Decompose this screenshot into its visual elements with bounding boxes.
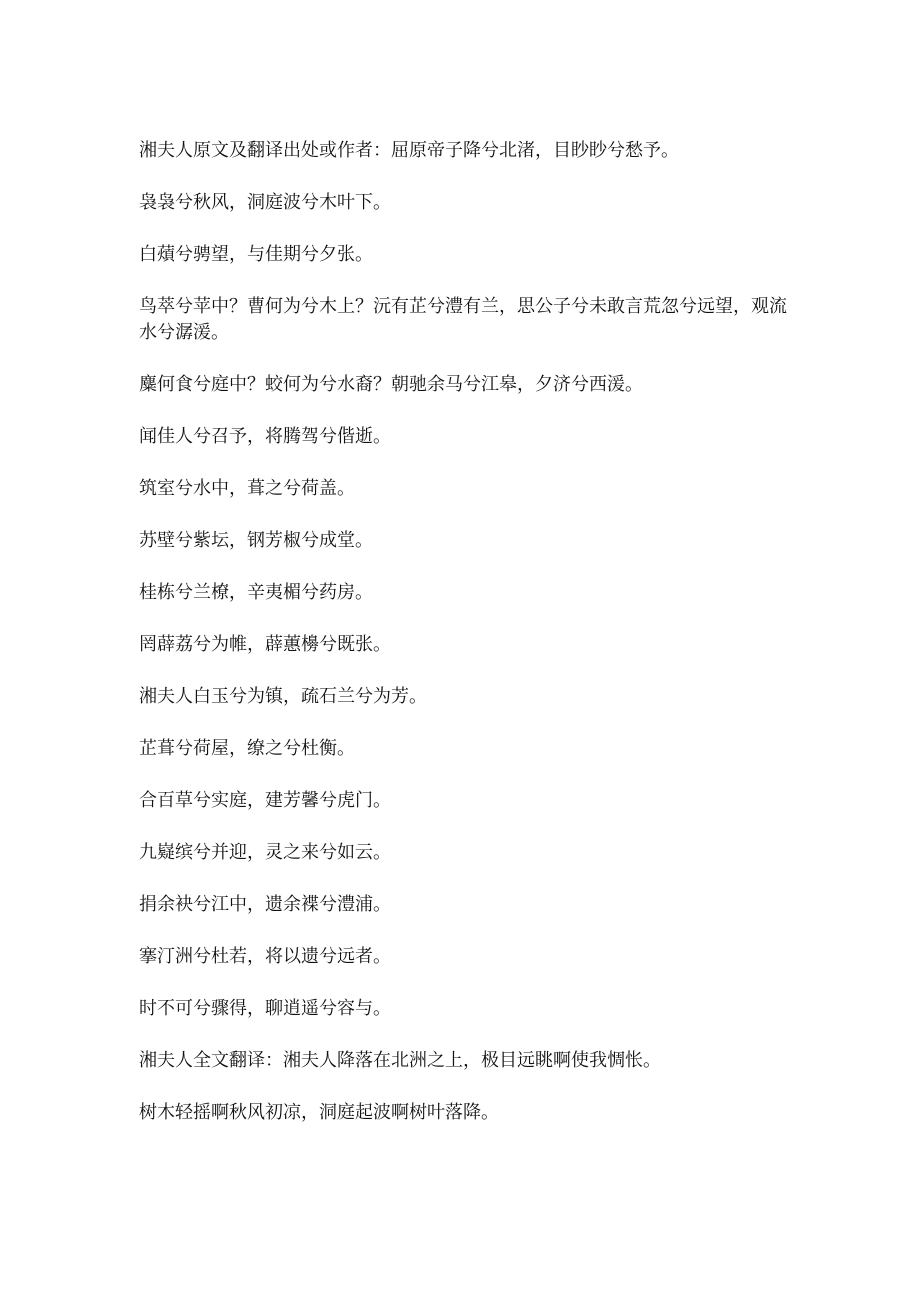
- paragraph-17: 时不可兮骤得，聊逍遥兮容与。: [139, 998, 391, 1019]
- paragraph-8: 苏壁兮紫坛，钢芳椒兮成堂。: [139, 530, 373, 551]
- paragraph-13: 合百草兮实庭，建芳馨兮虎门。: [139, 790, 391, 811]
- document-body: [139, 138, 789, 1152]
- paragraph-7: 筑室兮水中，葺之兮荷盖。: [139, 478, 355, 499]
- paragraph-10: 罔薜荔兮为帷，薜蕙櫋兮既张。: [139, 634, 391, 655]
- paragraph-19: 树木轻摇啊秋风初凉，洞庭起波啊树叶落降。: [139, 1102, 499, 1123]
- paragraph-6: 闻佳人兮召予，将腾驾兮偕逝。: [139, 426, 391, 447]
- paragraph-12: 芷葺兮荷屋，缭之兮杜衡。: [139, 738, 355, 759]
- paragraph-4: 鸟萃兮苹中？曹何为兮木上？沅有芷兮澧有兰，思公子兮未敢言荒忽兮远望，观流水兮潺湲。: [139, 296, 787, 343]
- paragraph-2: 袅袅兮秋风，洞庭波兮木叶下。: [139, 192, 391, 213]
- paragraph-11: 湘夫人白玉兮为镇，疏石兰兮为芳。: [139, 686, 427, 707]
- paragraph-3: 白薠兮骋望，与佳期兮夕张。: [139, 244, 373, 265]
- paragraph-16: 搴汀洲兮杜若，将以遗兮远者。: [139, 946, 391, 967]
- paragraph-18: 湘夫人全文翻译：湘夫人降落在北洲之上，极目远眺啊使我惆怅。: [139, 1050, 661, 1071]
- paragraph-5: 麋何食兮庭中？蛟何为兮水裔？朝驰余马兮江皋，夕济兮西湲。: [139, 374, 643, 395]
- paragraph-9: 桂栋兮兰橑，辛夷楣兮药房。: [139, 582, 373, 603]
- paragraph-15: 捐余袂兮江中，遗余褋兮澧浦。: [139, 894, 391, 915]
- paragraph-1: 湘夫人原文及翻译出处或作者：屈原帝子降兮北渚，目眇眇兮愁予。: [139, 140, 679, 161]
- paragraph-14: 九嶷缤兮并迎，灵之来兮如云。: [139, 842, 391, 863]
